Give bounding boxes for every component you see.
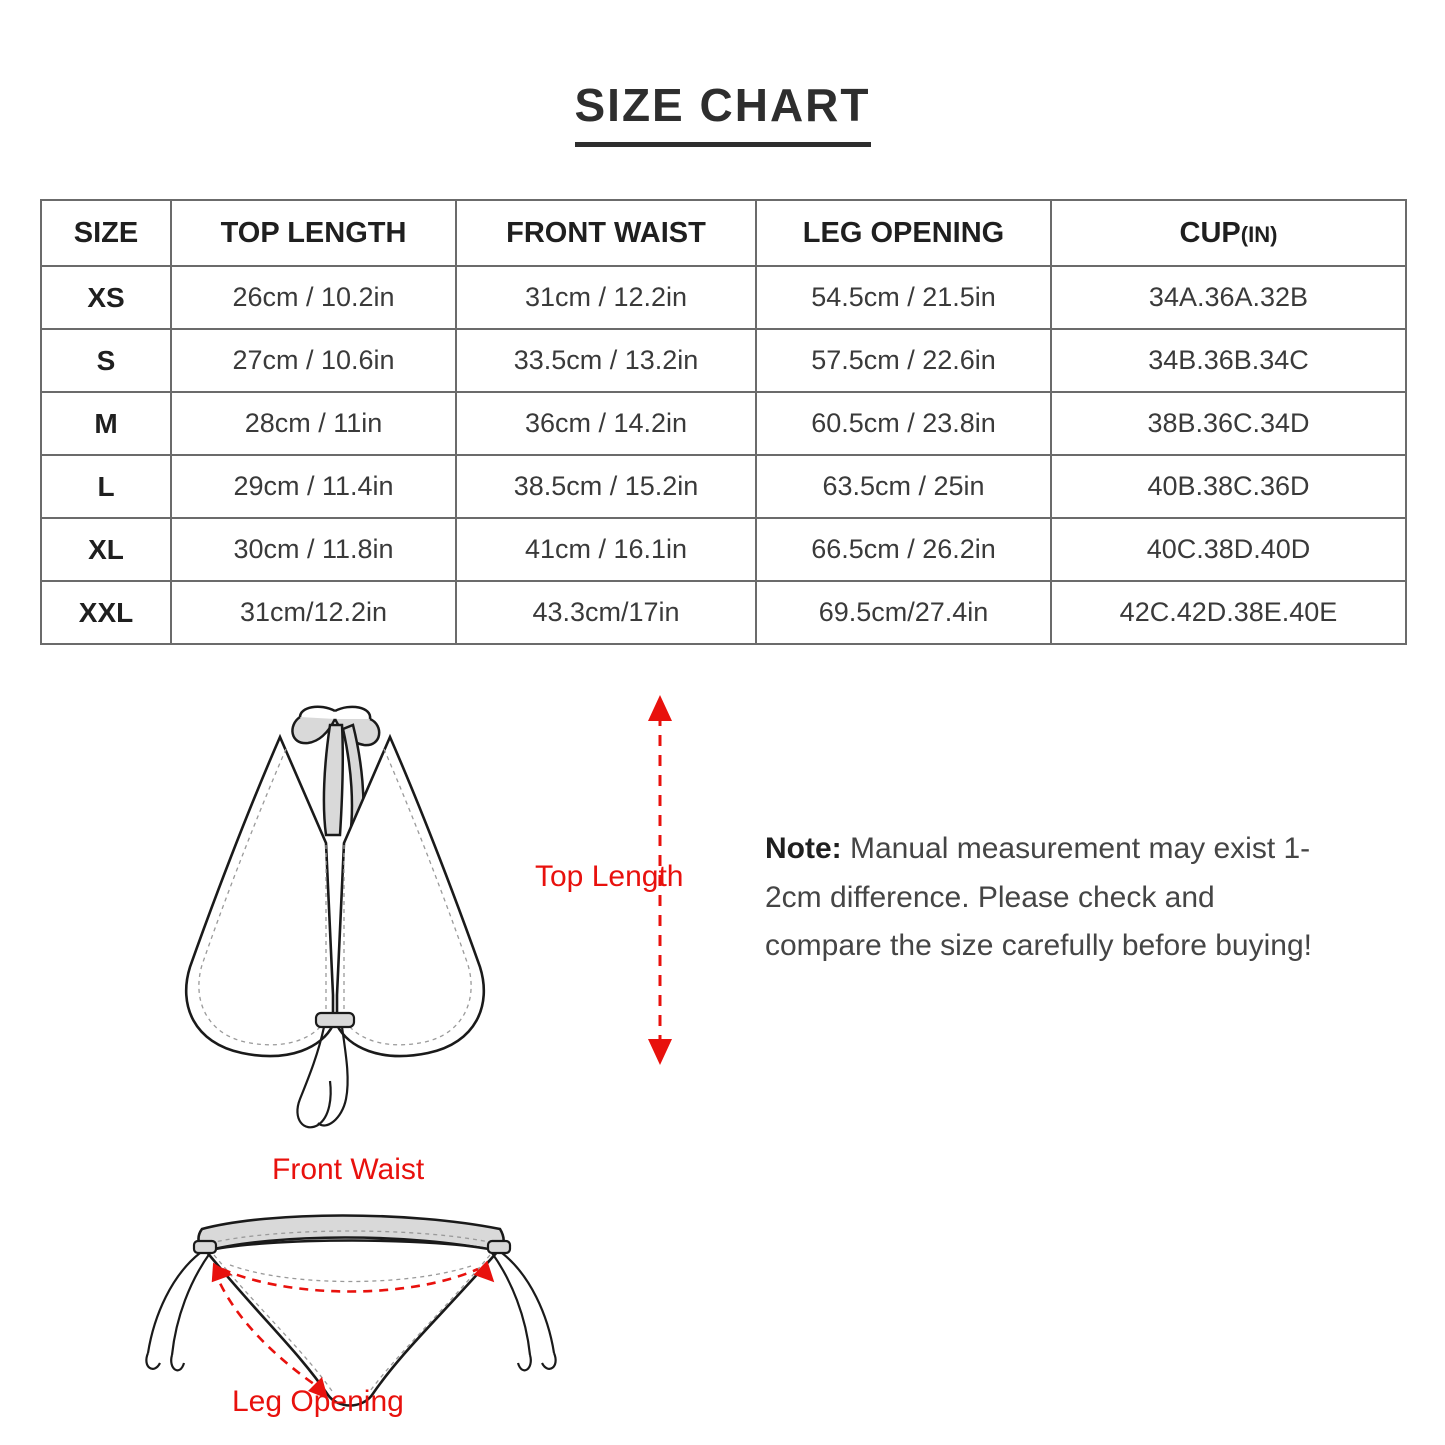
bikini-top-illustration-icon	[150, 695, 580, 1155]
cell-top-length: 29cm / 11.4in	[171, 455, 456, 518]
cell-front-waist: 43.3cm/17in	[456, 581, 756, 644]
column-header-cup-text: CUP	[1179, 216, 1241, 249]
cell-top-length: 30cm / 11.8in	[171, 518, 456, 581]
table-header-row	[41, 200, 1406, 266]
table-row	[41, 455, 1406, 518]
table-row	[41, 329, 1406, 392]
cell-size: L	[41, 455, 171, 518]
column-header-top-length: TOP LENGTH	[171, 200, 456, 266]
cell-leg-opening: 54.5cm / 21.5in	[756, 266, 1051, 329]
cell-cup: 40C.38D.40D	[1051, 518, 1406, 581]
page-title-container	[0, 0, 1445, 147]
cell-top-length: 31cm/12.2in	[171, 581, 456, 644]
illustration-section	[0, 685, 1445, 1445]
column-header-leg-opening: LEG OPENING	[756, 200, 1051, 266]
cell-leg-opening: 57.5cm / 22.6in	[756, 329, 1051, 392]
cell-front-waist: 31cm / 12.2in	[456, 266, 756, 329]
cell-front-waist: 33.5cm / 13.2in	[456, 329, 756, 392]
cell-cup: 40B.38C.36D	[1051, 455, 1406, 518]
label-front-waist: Front Waist	[272, 1153, 425, 1186]
size-table-container	[40, 199, 1405, 645]
size-chart-table	[40, 199, 1407, 645]
cell-front-waist: 36cm / 14.2in	[456, 392, 756, 455]
cell-front-waist: 41cm / 16.1in	[456, 518, 756, 581]
cell-cup: 34A.36A.32B	[1051, 266, 1406, 329]
cell-size: XS	[41, 266, 171, 329]
note-label: Note:	[765, 832, 842, 865]
cell-size: XXL	[41, 581, 171, 644]
cell-leg-opening: 63.5cm / 25in	[756, 455, 1051, 518]
table-row	[41, 392, 1406, 455]
table-body	[41, 266, 1406, 644]
table-row	[41, 266, 1406, 329]
label-top-length: Top Length	[535, 860, 684, 893]
column-header-front-waist: FRONT WAIST	[456, 200, 756, 266]
cell-size: XL	[41, 518, 171, 581]
cell-cup: 34B.36B.34C	[1051, 329, 1406, 392]
cell-leg-opening: 69.5cm/27.4in	[756, 581, 1051, 644]
cell-front-waist: 38.5cm / 15.2in	[456, 455, 756, 518]
table-row	[41, 518, 1406, 581]
cell-size: S	[41, 329, 171, 392]
cell-leg-opening: 60.5cm / 23.8in	[756, 392, 1051, 455]
cell-top-length: 26cm / 10.2in	[171, 266, 456, 329]
column-header-size: SIZE	[41, 200, 171, 266]
column-header-cup	[1051, 200, 1406, 266]
note-body: Manual measurement may exist 1-2cm difference. Please check and compare the size carefully before buying!	[765, 832, 1312, 963]
cell-leg-opening: 66.5cm / 26.2in	[756, 518, 1051, 581]
column-header-cup-unit: (IN)	[1240, 221, 1278, 247]
cell-top-length: 27cm / 10.6in	[171, 329, 456, 392]
cell-cup: 42C.42D.38E.40E	[1051, 581, 1406, 644]
page-title: SIZE CHART	[575, 78, 871, 147]
label-leg-opening: Leg Opening	[232, 1385, 404, 1418]
table-header	[41, 200, 1406, 266]
table-row	[41, 581, 1406, 644]
cell-size: M	[41, 392, 171, 455]
bikini-bottom-illustration-icon	[110, 1195, 590, 1415]
cell-top-length: 28cm / 11in	[171, 392, 456, 455]
note-text	[765, 825, 1325, 971]
cell-cup: 38B.36C.34D	[1051, 392, 1406, 455]
